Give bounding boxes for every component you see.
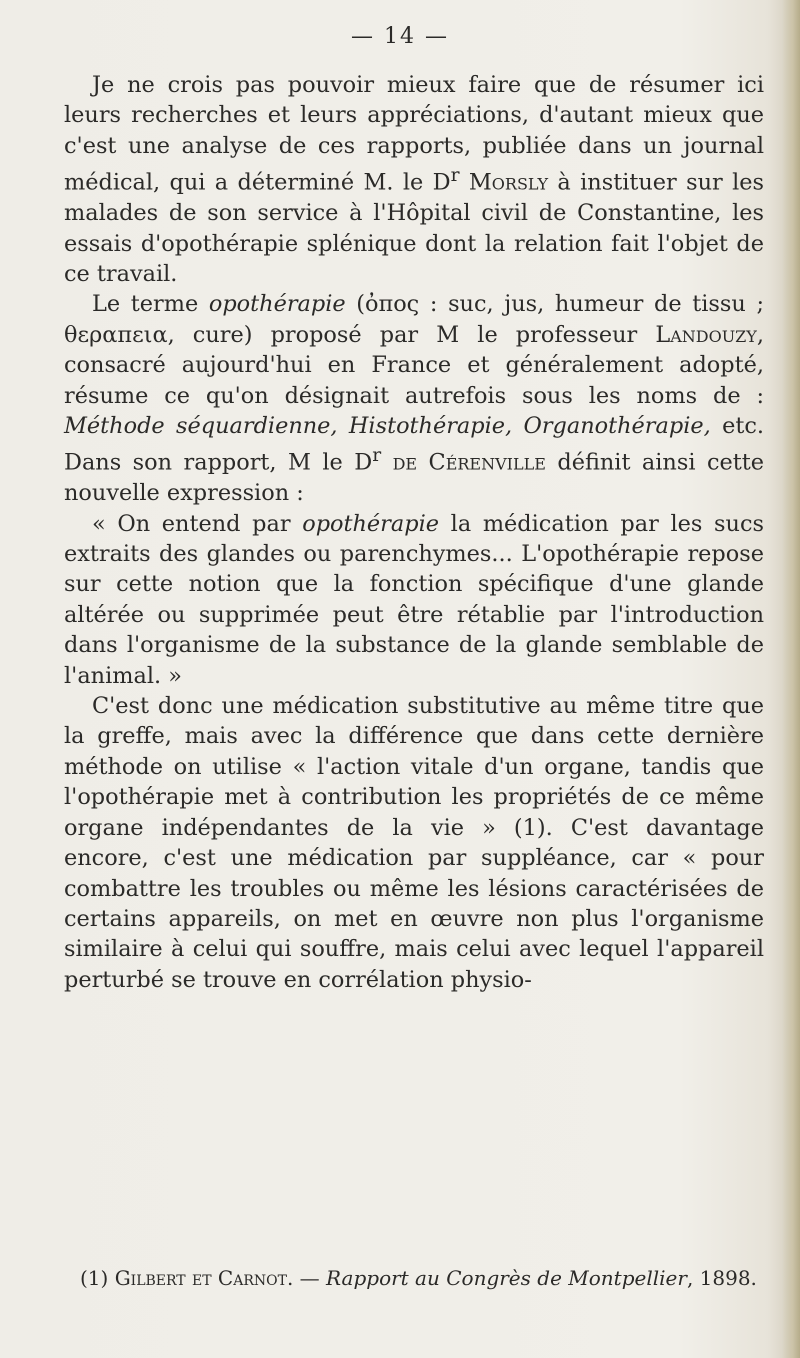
paragraph-3-text-b: la médication par les sucs extraits des glandes ou parenchymes... L'opothérapie repose sur cette notion que la fonction spécifique d'une glande altérée ou supprimée peut être rétablie par l'introduction dans l'organisme de la substance de la glande semblable de l'animal. » [64, 510, 764, 689]
footnote-title: Rapport au Congrès de Montpellier [326, 1266, 687, 1290]
page-number: — 14 — [351, 24, 449, 49]
doctor-abbrev-sup: r [450, 165, 460, 187]
method-names: Méthode séquardienne, Histothérapie, Organothérapie, [64, 412, 711, 439]
paragraph-2-text-e: définit ainsi cette nouvelle expression : [64, 449, 764, 507]
paragraph-1 [64, 70, 764, 289]
paragraph-1-text-a: Je ne crois pas pouvoir mieux faire que de résumer ici leurs recherches et leurs appréciations, d'autant mieux que c'est une analyse de ces rapports, publiée dans un journal médical, qui a déterminé M. le D [64, 72, 764, 196]
page-edge-shadow [782, 0, 800, 1358]
author-name-cerenville: de Cérenville [392, 449, 546, 476]
footnote-line [64, 1265, 764, 1291]
paragraph-4: C'est donc une médication substitutive au même titre que la greffe, mais avec la différence que dans cette dernière méthode on utilise « l'action vitale d'un organe, tandis que l'opothérapie met à contribution les propriétés de ce même organe indépendantes de la vie » (1). C'est davantage encore, c'est une médication par suppléance, car « pour combattre les troubles ou même les lésions caractérisées de certains appareils, on met en œuvre non plus l'organisme similaire à celui qui souffre, mais celui avec lequel l'appareil perturbé se trouve en corrélation physio- [64, 693, 764, 993]
author-name-landouzy: Landouzy [655, 321, 757, 348]
footnote-separator: . — [286, 1266, 327, 1290]
paragraph-2 [64, 289, 764, 508]
author-name-morsly: Morsly [468, 169, 549, 196]
paragraph-2-text-b: (ὀπος : suc, jus, humeur de tissu ; θεραπεια, cure) proposé par M le professeur [64, 291, 764, 348]
term-opotherapie: opothérapie [208, 291, 346, 318]
doctor-abbrev-sup: r [372, 445, 382, 467]
paragraph-1-text-b: à instituer sur les malades de son service à l'Hôpital civil de Constantine, les essais d'opothérapie splénique dont la relation fait l'objet de ce travail. [64, 169, 764, 287]
footnote-marker: (1) [80, 1266, 115, 1290]
footnote [64, 1265, 764, 1291]
paragraph-2-text-c: , consacré aujourd'hui en France et généralement adopté, résume ce qu'on désignait autrefois sous les noms de : [64, 321, 764, 409]
footnote-year: , 1898. [686, 1266, 757, 1290]
paragraph-3-text-a: « On entend par [92, 510, 303, 537]
term-opotherapie: opothérapie [302, 510, 439, 537]
footnote-authors: Gilbert et Carnot [114, 1266, 287, 1290]
paragraph-2-text-a: Le terme [92, 291, 209, 318]
paragraph-3-quote [64, 509, 764, 691]
body-text [64, 70, 764, 995]
paragraph-2-text-d: etc. Dans son rapport, M le D [64, 412, 764, 476]
